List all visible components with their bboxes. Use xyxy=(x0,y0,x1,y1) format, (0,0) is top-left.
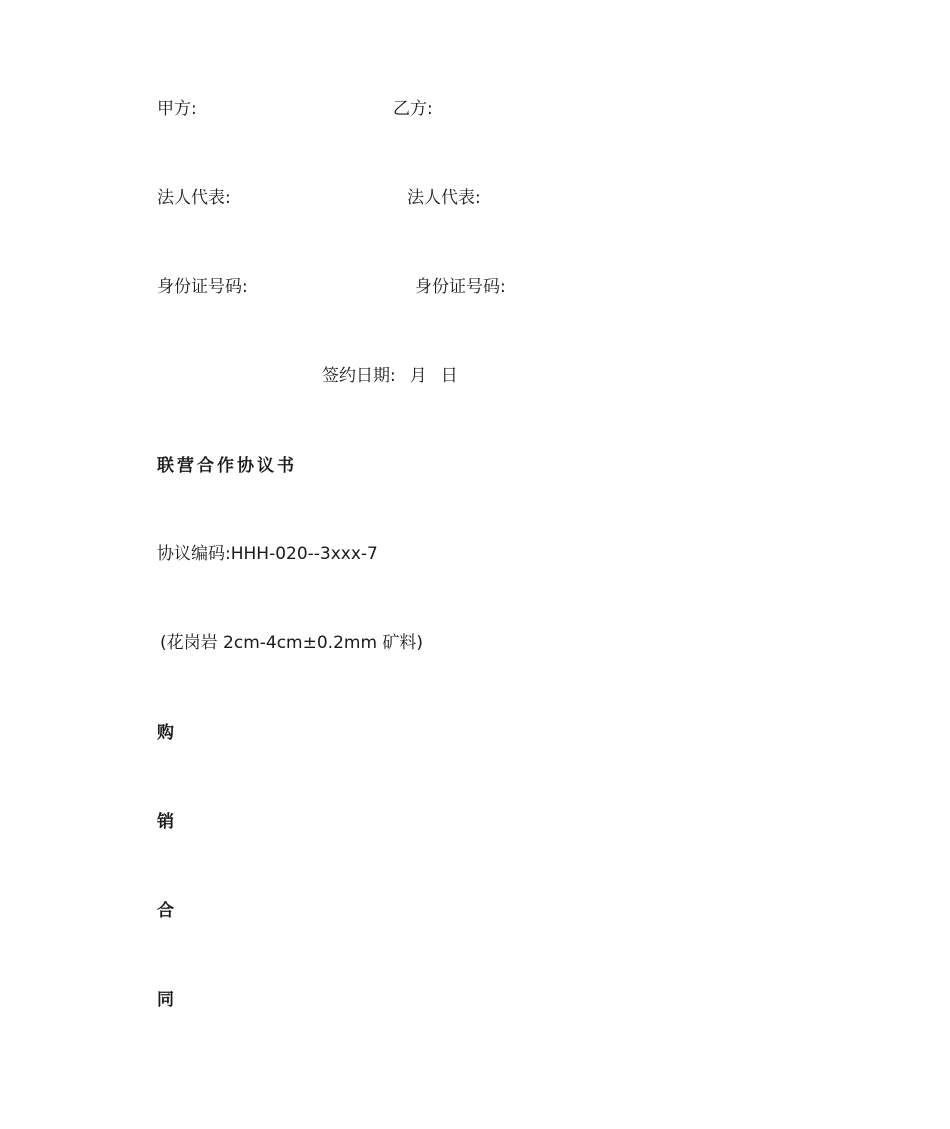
agreement-code: 协议编码:HHH-020--3xxx-7 xyxy=(157,544,378,564)
sign-date-label: 签约日期: xyxy=(322,366,396,386)
contract-title-char: 合 xyxy=(157,901,177,921)
month-label: 月 xyxy=(409,366,427,386)
party-b-label: 乙方: xyxy=(393,99,433,119)
sign-date-row xyxy=(322,365,458,387)
material-spec: (花岗岩 2cm-4cm±0.2mm 矿料) xyxy=(160,633,424,653)
contract-title-char: 销 xyxy=(157,812,177,832)
contract-title-char: 购 xyxy=(157,723,177,743)
id-number-b-label: 身份证号码: xyxy=(415,277,506,297)
party-a-label: 甲方: xyxy=(157,99,197,119)
contract-title-char: 同 xyxy=(157,990,177,1010)
legal-rep-a-label: 法人代表: xyxy=(157,188,231,208)
id-number-a-label: 身份证号码: xyxy=(157,277,248,297)
agreement-title: 联营合作协议书 xyxy=(157,456,297,476)
day-label: 日 xyxy=(440,366,458,386)
legal-rep-b-label: 法人代表: xyxy=(407,188,481,208)
